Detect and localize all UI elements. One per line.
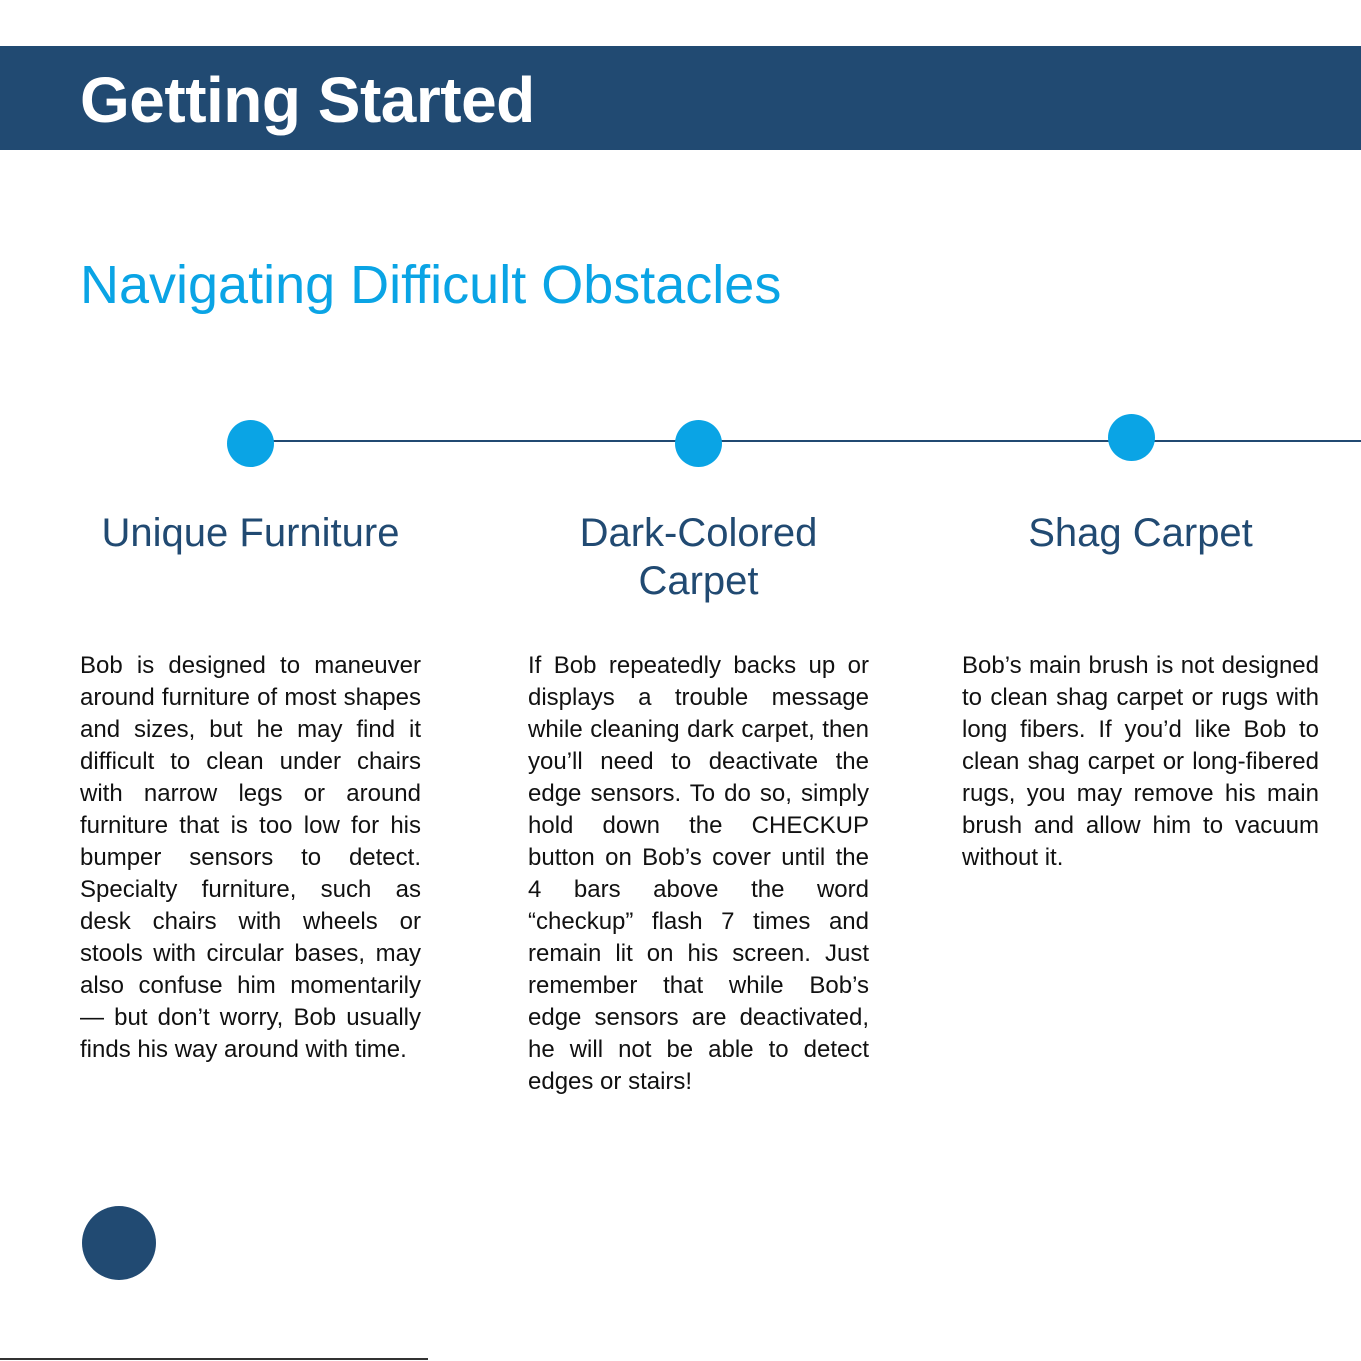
heading-dark-colored-carpet: Dark-Colored Carpet — [579, 511, 818, 603]
timeline — [0, 400, 1361, 490]
page-number-badge — [82, 1206, 156, 1280]
body-dark-colored-carpet: If Bob repeatedly backs up or displays a trouble message while cleaning dark carpet, then you’ll need to deactivate the edge sensors. To do so, simply hold down the CHECKUP button on Bob’s cover until the 4 bars above the word “checkup” flash 7 times and remain lit on his screen. Just remember that while Bob’s edge sensors are deactivated, he will not be able to detect edges or stairs! — [528, 652, 869, 1095]
timeline-dot-dark-carpet — [675, 420, 722, 467]
heading-shag-carpet: Shag Carpet — [1028, 511, 1253, 555]
body-shag-carpet: Bob’s main brush is not designed to clean shag carpet or rugs with long fibers. If you’d like Bob to clean shag carpet or long-fibered rugs, you may remove his main brush and allow him to vacuum without it. — [962, 652, 1319, 871]
timeline-dot-shag-carpet — [1108, 414, 1155, 461]
page-title: Getting Started — [80, 64, 535, 136]
heading-unique-furniture: Unique Furniture — [101, 511, 400, 555]
footer-rule — [0, 1358, 428, 1360]
body-unique-furniture: Bob is designed to maneuver around furniture of most shapes and sizes, but he may find it difficult to clean under chairs with narrow legs or around furniture that is too low for his bumper sensors to detect. Specialty furniture, such as desk chairs with wheels or stools with circular bases, may also confuse him momentarily — but don’t worry, Bob usually finds his way around with time. — [80, 652, 421, 1063]
timeline-line — [250, 440, 1361, 442]
section-title: Navigating Difficult Obstacles — [80, 255, 782, 315]
timeline-dot-furniture — [227, 420, 274, 467]
